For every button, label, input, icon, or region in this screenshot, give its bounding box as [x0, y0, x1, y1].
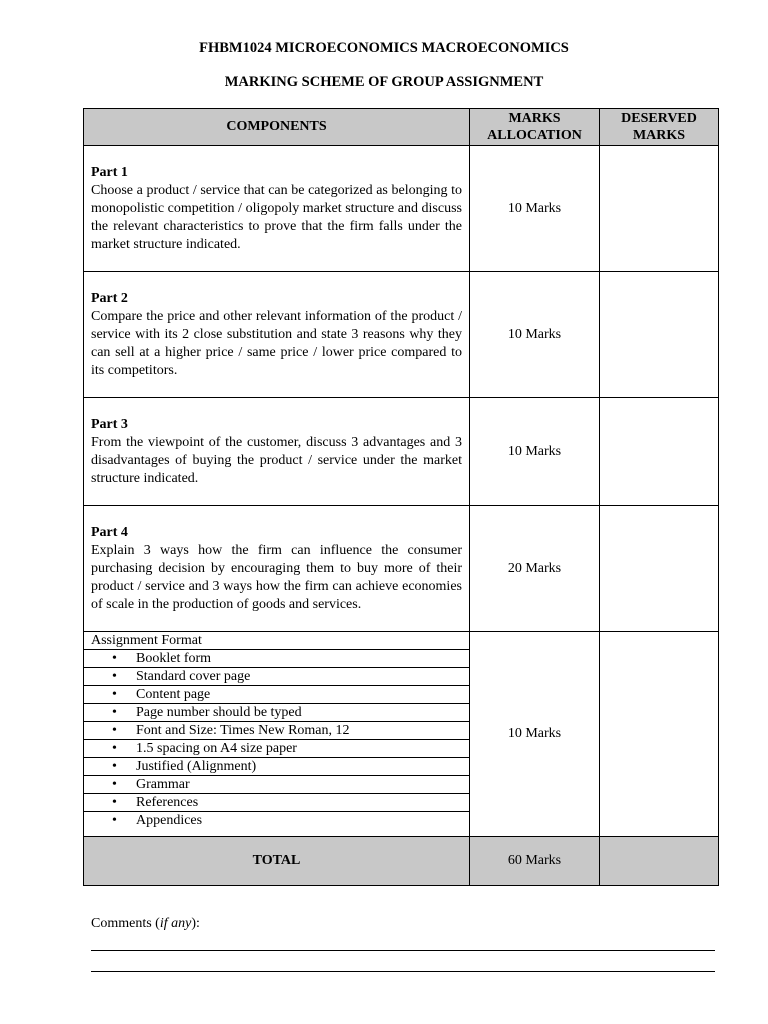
part-3-deserved	[600, 398, 719, 506]
list-item	[84, 722, 469, 740]
course-title: FHBM1024 MICROECONOMICS MACROECONOMICS	[199, 40, 569, 56]
header-deserved-line1: DESERVED	[621, 111, 697, 126]
bullet-icon: •	[112, 795, 117, 810]
format-marks: 10 Marks	[470, 632, 600, 837]
table-row	[84, 506, 719, 632]
format-item-text: Content page	[136, 687, 211, 702]
format-cell	[84, 632, 470, 837]
bullet-icon: •	[112, 777, 117, 792]
part-2-cell	[84, 272, 470, 398]
table-row	[84, 632, 719, 837]
scheme-title: MARKING SCHEME OF GROUP ASSIGNMENT	[224, 74, 544, 90]
format-item-text: 1.5 spacing on A4 size paper	[136, 741, 297, 756]
marking-scheme-table	[83, 108, 719, 886]
list-item	[84, 650, 469, 668]
total-row	[84, 837, 719, 886]
part-1-cell	[84, 146, 470, 272]
header-components: COMPONENTS	[84, 109, 470, 146]
bullet-icon: •	[112, 651, 117, 666]
bullet-icon: •	[112, 705, 117, 720]
part-1-marks: 10 Marks	[470, 146, 600, 272]
list-item	[84, 740, 469, 758]
part-2-title: Part 2	[91, 290, 128, 306]
header-marks-allocation	[470, 109, 600, 146]
format-deserved	[600, 632, 719, 837]
part-4-marks: 20 Marks	[470, 506, 600, 632]
table-row	[84, 146, 719, 272]
list-item	[84, 794, 469, 812]
part-3-marks: 10 Marks	[470, 398, 600, 506]
format-list	[84, 632, 469, 830]
part-4-cell	[84, 506, 470, 632]
format-item-text: Standard cover page	[136, 669, 251, 684]
header-deserved-line2: MARKS	[632, 128, 686, 143]
table-header-row	[84, 109, 719, 146]
bullet-icon: •	[112, 687, 117, 702]
part-4-deserved	[600, 506, 719, 632]
format-item-text: Booklet form	[136, 651, 212, 666]
part-3-text: From the viewpoint of the customer, discuss 3 advantages and 3 disadvantages of buying the product / service under the market structure indicated.	[91, 434, 462, 486]
list-item	[84, 686, 469, 704]
part-2-text: Compare the price and other relevant information of the product / service with its 2 close substitution and state 3 reasons why they can sell at a higher price / same price / lower price compared to its competitors.	[91, 308, 462, 378]
bullet-icon: •	[112, 669, 117, 684]
comment-line[interactable]	[91, 971, 715, 972]
table-row	[84, 398, 719, 506]
format-item-text: Appendices	[136, 813, 203, 828]
header-marks-line1: MARKS	[508, 111, 561, 126]
header-marks-line2: ALLOCATION	[487, 128, 582, 143]
part-3-title: Part 3	[91, 416, 128, 432]
list-item	[84, 812, 469, 830]
total-label: TOTAL	[84, 837, 470, 886]
part-4-text: Explain 3 ways how the firm can influence the consumer purchasing decision by encouraging them to buy more of their product / service and 3 ways how the firm can achieve economies of scale in the production of goods and services.	[91, 542, 462, 612]
part-2-marks: 10 Marks	[470, 272, 600, 398]
list-item	[84, 668, 469, 686]
total-deserved	[600, 837, 719, 886]
comments-label	[91, 916, 200, 932]
bullet-icon: •	[112, 741, 117, 756]
format-item-text: Font and Size: Times New Roman, 12	[136, 723, 350, 738]
bullet-icon: •	[112, 723, 117, 738]
comments-label-end: ):	[191, 916, 200, 931]
part-2-deserved	[600, 272, 719, 398]
format-heading: Assignment Format	[84, 632, 469, 650]
part-4-title: Part 4	[91, 524, 128, 540]
format-item-text: Justified (Alignment)	[136, 759, 257, 774]
comment-line[interactable]	[91, 950, 715, 951]
part-3-cell	[84, 398, 470, 506]
bullet-icon: •	[112, 759, 117, 774]
format-item-text: References	[136, 795, 199, 810]
list-item	[84, 704, 469, 722]
comments-label-italic: if any	[159, 916, 192, 931]
part-1-text: Choose a product / service that can be categorized as belonging to monopolistic competition / oligopoly market structure and discuss the relevant characteristics to prove that the firm falls under the market structure indicated.	[91, 182, 462, 252]
part-1-title: Part 1	[91, 164, 128, 180]
total-marks: 60 Marks	[470, 837, 600, 886]
table-row	[84, 272, 719, 398]
list-item	[84, 758, 469, 776]
comments-label-start: Comments (	[91, 916, 160, 931]
list-item	[84, 776, 469, 794]
part-1-deserved	[600, 146, 719, 272]
bullet-icon: •	[112, 813, 117, 828]
header-deserved-marks	[600, 109, 719, 146]
format-item-text: Page number should be typed	[136, 705, 302, 720]
format-item-text: Grammar	[136, 777, 190, 792]
